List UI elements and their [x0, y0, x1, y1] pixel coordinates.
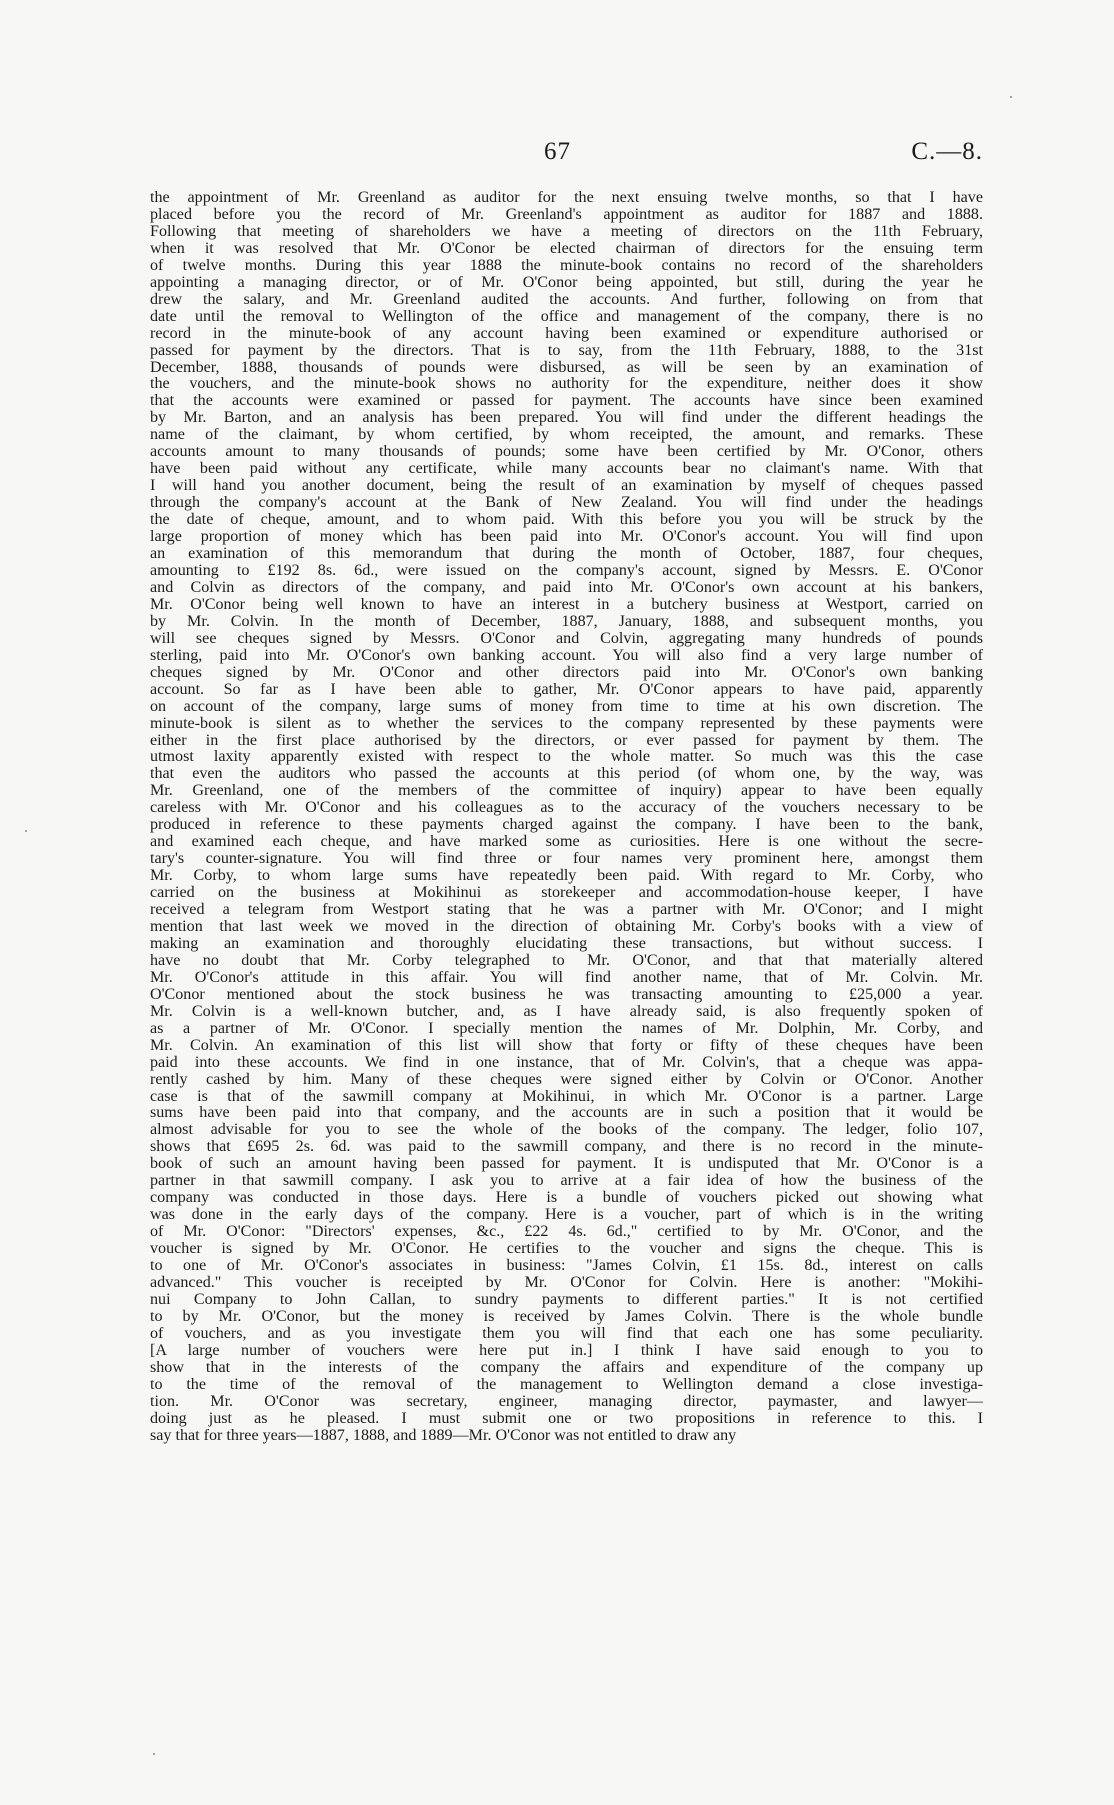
text-line: of vouchers, and as you investigate them you will find that each one has some peculiarity.	[150, 1325, 983, 1342]
text-line: to by Mr. O'Conor, but the money is received by James Colvin. There is the whole bundle	[150, 1308, 983, 1325]
text-line: I will hand you another document, being the result of an examination by myself of cheques passed	[150, 478, 983, 495]
text-line: paid into these accounts. We find in one instance, that of Mr. Colvin's, that a cheque was appa-	[150, 1054, 983, 1071]
text-line: either in the first place authorised by the directors, or ever passed for payment by them. The	[150, 732, 983, 749]
text-line: have been paid without any certificate, while many accounts bear no claimant's name. With that	[150, 461, 983, 478]
text-line: say that for three years—1887, 1888, and 1889—Mr. O'Conor was not entitled to draw any	[150, 1427, 737, 1444]
text-line: shows that £695 2s. 6d. was paid to the sawmill company, and there is no record in the minute-	[150, 1139, 983, 1156]
text-line: rently cashed by him. Many of these cheques were signed either by Colvin or O'Conor. Another	[150, 1071, 983, 1088]
text-line: that the accounts were examined or passed for payment. The accounts have since been examined	[150, 393, 983, 410]
text-line: mention that last week we moved in the direction of obtaining Mr. Corby's books with a view of	[150, 918, 983, 935]
text-line: large proportion of money which has been paid into Mr. O'Conor's account. You will find upon	[150, 529, 983, 546]
text-line: company was conducted in those days. Here is a bundle of vouchers picked out showing what	[150, 1190, 983, 1207]
text-line: record in the minute-book of any account having been examined or expenditure authorised or	[150, 325, 983, 342]
text-line: produced in reference to these payments charged against the company. I have been to the bank,	[150, 817, 983, 834]
text-line: received a telegram from Westport stating that he was a partner with Mr. O'Conor; and I might	[150, 902, 983, 919]
text-line: name of the claimant, by whom certified, by whom receipted, the amount, and remarks. These	[150, 427, 983, 444]
text-line: of Mr. O'Conor: "Directors' expenses, &c., £22 4s. 6d.," certified to by Mr. O'Conor, and the	[150, 1224, 983, 1241]
text-line: [A large number of vouchers were here put in.] I think I have said enough to you to	[150, 1342, 983, 1359]
text-line: the vouchers, and the minute-book shows no authority for the expenditure, neither does it show	[150, 376, 983, 393]
text-line: was done in the early days of the company. Here is a voucher, part of which is in the writing	[150, 1207, 983, 1224]
text-line: Following that meeting of shareholders we have a meeting of directors on the 11th February,	[150, 223, 983, 240]
text-line: Mr. O'Conor being well known to have an interest in a butchery business at Westport, carried on	[150, 596, 983, 613]
text-line: will see cheques signed by Messrs. O'Conor and Colvin, aggregating many hundreds of pounds	[150, 630, 983, 647]
text-line: tary's counter-signature. You will find three or four names very prominent here, amongst them	[150, 851, 983, 868]
text-line: case is that of the sawmill company at Mokihinui, in which Mr. O'Conor is a partner. Large	[150, 1088, 983, 1105]
text-line: by Mr. Barton, and an analysis has been prepared. You will find under the different headings the	[150, 410, 983, 427]
text-line: and Colvin as directors of the company, and paid into Mr. O'Conor's own account at his bankers,	[150, 579, 983, 596]
text-line: Mr. O'Conor's attitude in this affair. You will find another name, that of Mr. Colvin. Mr.	[150, 969, 983, 986]
text-line: Mr. Colvin. An examination of this list will show that forty or fifty of these cheques have been	[150, 1037, 983, 1054]
text-line: to one of Mr. O'Conor's associates in business: "James Colvin, £1 15s. 8d., interest on calls	[150, 1258, 983, 1275]
text-line: making an examination and thoroughly elucidating these transactions, but without success. I	[150, 935, 983, 952]
text-line: minute-book is silent as to whether the services to the company represented by these payments were	[150, 715, 983, 732]
text-line: Mr. Colvin is a well-known butcher, and, as I have already said, is also frequently spoken of	[150, 1003, 983, 1020]
text-line: accounts amount to many thousands of pounds; some have been certified by Mr. O'Conor, others	[150, 444, 983, 461]
text-line: tion. Mr. O'Conor was secretary, engineer, managing director, paymaster, and lawyer—	[150, 1393, 983, 1410]
text-line: the appointment of Mr. Greenland as auditor for the next ensuing twelve months, so that I have	[150, 190, 983, 206]
text-line: book of such an amount having been passed for payment. It is undisputed that Mr. O'Conor is a	[150, 1156, 983, 1173]
scan-speck	[153, 1753, 155, 1755]
text-line: nui Company to John Callan, to sundry payments to different parties." It is not certified	[150, 1291, 983, 1308]
text-line: utmost laxity apparently existed with respect to the whole matter. So much was this the case	[150, 749, 983, 766]
text-line: December, 1888, thousands of pounds were disbursed, as will be seen by an examination of	[150, 359, 983, 376]
text-line: the date of cheque, amount, and to whom paid. With this before you you will be struck by the	[150, 512, 983, 529]
text-line: when it was resolved that Mr. O'Conor be elected chairman of directors for the ensuing term	[150, 240, 983, 257]
text-line: by Mr. Colvin. In the month of December, 1887, January, 1888, and subsequent months, you	[150, 613, 983, 630]
text-line: doing just as he pleased. I must submit one or two propositions in reference to this. I	[150, 1410, 983, 1427]
text-line: cheques signed by Mr. O'Conor and other directors paid into Mr. O'Conor's own banking	[150, 664, 983, 681]
text-line: advanced." This voucher is receipted by Mr. O'Conor for Colvin. Here is another: "Mokihi-	[150, 1275, 983, 1291]
page-number: 67	[544, 138, 571, 165]
text-line: date until the removal to Wellington of the office and management of the company, there is no	[150, 308, 983, 325]
text-line: almost advisable for you to see the whole of the books of the company. The ledger, folio 107,	[150, 1122, 983, 1139]
text-line: have no doubt that Mr. Corby telegraphed to Mr. O'Conor, and that that materially altered	[150, 952, 983, 969]
text-line: passed for payment by the directors. That is to say, from the 11th February, 1888, to the 31st	[150, 342, 983, 359]
text-line: Mr. Greenland, one of the members of the committee of inquiry) appear to have been equally	[150, 783, 983, 800]
scan-speck	[25, 830, 27, 832]
text-line: as a partner of Mr. O'Conor. I specially mention the names of Mr. Dolphin, Mr. Corby, and	[150, 1020, 983, 1037]
text-line: Mr. Corby, to whom large sums have repeatedly been paid. With regard to Mr. Corby, who	[150, 868, 983, 885]
text-line: on account of the company, large sums of money from time to time at his own discretion. The	[150, 698, 983, 715]
body-text	[150, 190, 983, 1445]
text-line: of twelve months. During this year 1888 the minute-book contains no record of the shareholders	[150, 257, 983, 274]
text-line: drew the salary, and Mr. Greenland audited the accounts. And further, following on from that	[150, 291, 983, 308]
text-line: appointing a managing director, or of Mr. O'Conor being appointed, but still, during the year he	[150, 274, 983, 291]
text-line: account. So far as I have been able to gather, Mr. O'Conor appears to have paid, apparently	[150, 681, 983, 698]
document-reference: C.—8.	[911, 138, 983, 165]
text-line: to the time of the removal of the management to Wellington demand a close investiga-	[150, 1376, 983, 1393]
text-line: partner in that sawmill company. I ask you to arrive at a fair idea of how the business of the	[150, 1173, 983, 1190]
text-line: sterling, paid into Mr. O'Conor's own banking account. You will also find a very large number of	[150, 647, 983, 664]
text-line: sums have been paid into that company, and the accounts are in such a position that it would be	[150, 1105, 983, 1122]
text-line: that even the auditors who passed the accounts at this period (of whom one, by the way, was	[150, 766, 983, 783]
text-line: carried on the business at Mokihinui as storekeeper and accommodation-house keeper, I have	[150, 885, 983, 902]
page-header	[150, 138, 983, 174]
text-line: and examined each cheque, and have marked some as curiosities. Here is one without the secre-	[150, 834, 983, 851]
text-line: an examination of this memorandum that during the month of October, 1887, four cheques,	[150, 546, 983, 563]
text-line: O'Conor mentioned about the stock business he was transacting amounting to £25,000 a year.	[150, 986, 983, 1003]
text-line: placed before you the record of Mr. Greenland's appointment as auditor for 1887 and 1888.	[150, 206, 983, 223]
text-line: through the company's account at the Bank of New Zealand. You will find under the headings	[150, 495, 983, 512]
text-line: voucher is signed by Mr. O'Conor. He certifies to the voucher and signs the cheque. This is	[150, 1241, 983, 1258]
text-line: careless with Mr. O'Conor and his colleagues as to the accuracy of the vouchers necessary to be	[150, 800, 983, 817]
scan-speck	[1010, 96, 1012, 98]
text-line: amounting to £192 8s. 6d., were issued on the company's account, signed by Messrs. E. O'Conor	[150, 562, 983, 579]
text-line: show that in the interests of the company the affairs and expenditure of the company up	[150, 1359, 983, 1376]
